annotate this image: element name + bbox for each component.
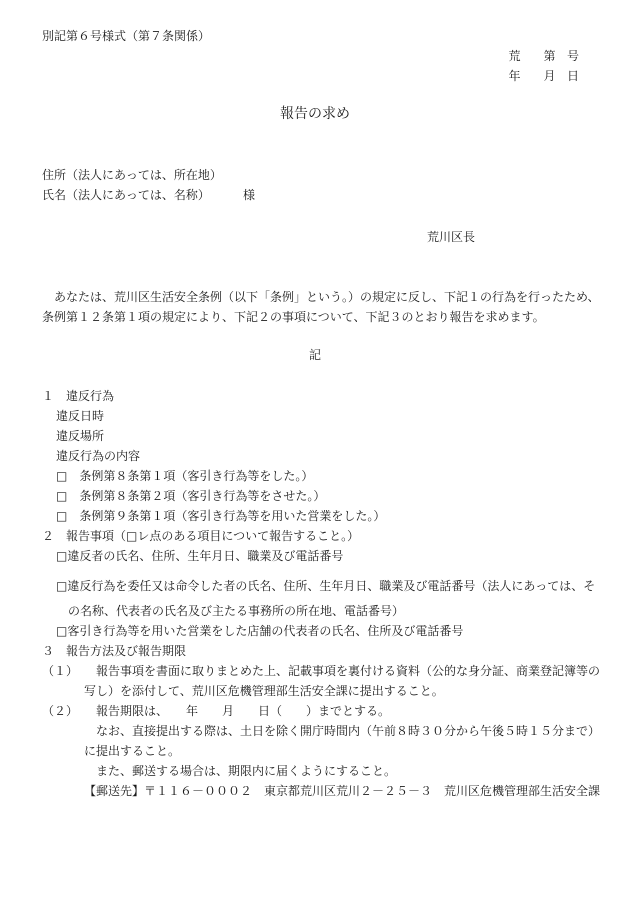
date-year: 年 <box>508 69 521 83</box>
paragraph-1-line-2: 写し）を添付して、荒川区危機管理部生活安全課に提出すること。 <box>84 684 444 698</box>
report-item-1: □違反者の氏名、住所、生年月日、職業及び電話番号 <box>56 549 344 563</box>
report-item-2-line-2: の名称、代表者の氏名及び主たる事務所の所在地、電話番号） <box>68 604 405 618</box>
date-month: 月 <box>543 69 556 83</box>
body-line-1: あなたは、荒川区生活安全条例（以下「条例」という。）の規定に反し、下記１の行為を行ったため、 <box>42 290 600 304</box>
paragraph-2-line-2: なお、直接提出する際は、土日を除く開庁時間内（午前８時３０分から午後５時１５分まで） <box>96 724 601 738</box>
paragraph-2-line-4: また、郵送する場合は、期限内に届くようにすること。 <box>96 764 397 778</box>
section-3-heading: ３ 報告方法及び報告期限 <box>42 644 187 658</box>
form-number-label: 別記第６号様式（第７条関係） <box>42 29 211 43</box>
ki-heading: 記 <box>308 348 321 362</box>
report-item-2-line-1: □違反行為を委任又は命令した者の氏名、住所、生年月日、職業及び電話番号（法人にあっては、そ <box>56 579 596 593</box>
paragraph-1-line-1: 報告事項を書面に取りまとめた上、記載事項を裏付ける資料（公的な身分証、商業登記簿等の <box>96 664 601 678</box>
violation-option-2: □ 条例第８条第２項（客引き行為等をさせた。） <box>56 489 326 503</box>
recipient-honorific: 様 <box>243 188 256 202</box>
paragraph-2-number: （２） <box>42 704 79 718</box>
section-2-heading: ２ 報告事項（□レ点のある項目について報告すること。） <box>42 529 360 543</box>
recipient-name-label: 氏名（法人にあっては、名称） <box>42 188 210 202</box>
recipient-address-label: 住所（法人にあっては、所在地） <box>42 168 222 182</box>
violation-place-label: 違反場所 <box>56 429 105 443</box>
postal-address: 【郵送先】〒１１６－０００２ 東京都荒川区荒川２－２５－３ 荒川区危機管理部生活安全課 <box>84 784 601 798</box>
reference-char-3: 号 <box>567 49 580 63</box>
paragraph-2-line-3: に提出すること。 <box>84 744 181 758</box>
violation-option-1: □ 条例第８条第１項（客引き行為等をした。） <box>56 469 314 483</box>
document-title: 報告の求め <box>280 106 350 122</box>
document-date <box>497 68 579 84</box>
paragraph-2-line-1: 報告期限は、 年 月 日（ ）までとする。 <box>96 704 391 718</box>
report-item-3: □客引き行為等を用いた営業をした店舗の代表者の氏名、住所及び電話番号 <box>56 624 464 638</box>
reference-char-1: 荒 <box>508 49 521 63</box>
body-line-2: 条例第１２条第１項の規定により、下記２の事項について、下記３のとおり報告を求めます。 <box>42 310 545 324</box>
document-reference-number <box>497 48 579 64</box>
violation-content-label: 違反行為の内容 <box>56 449 141 463</box>
section-1-heading: １ 違反行為 <box>42 389 115 403</box>
paragraph-1-number: （１） <box>42 664 79 678</box>
sender-title: 荒川区長 <box>427 230 476 244</box>
violation-date-label: 違反日時 <box>56 409 105 423</box>
date-day: 日 <box>567 69 580 83</box>
reference-char-2: 第 <box>543 49 556 63</box>
violation-option-3: □ 条例第９条第１項（客引き行為等を用いた営業をした。） <box>56 509 386 523</box>
